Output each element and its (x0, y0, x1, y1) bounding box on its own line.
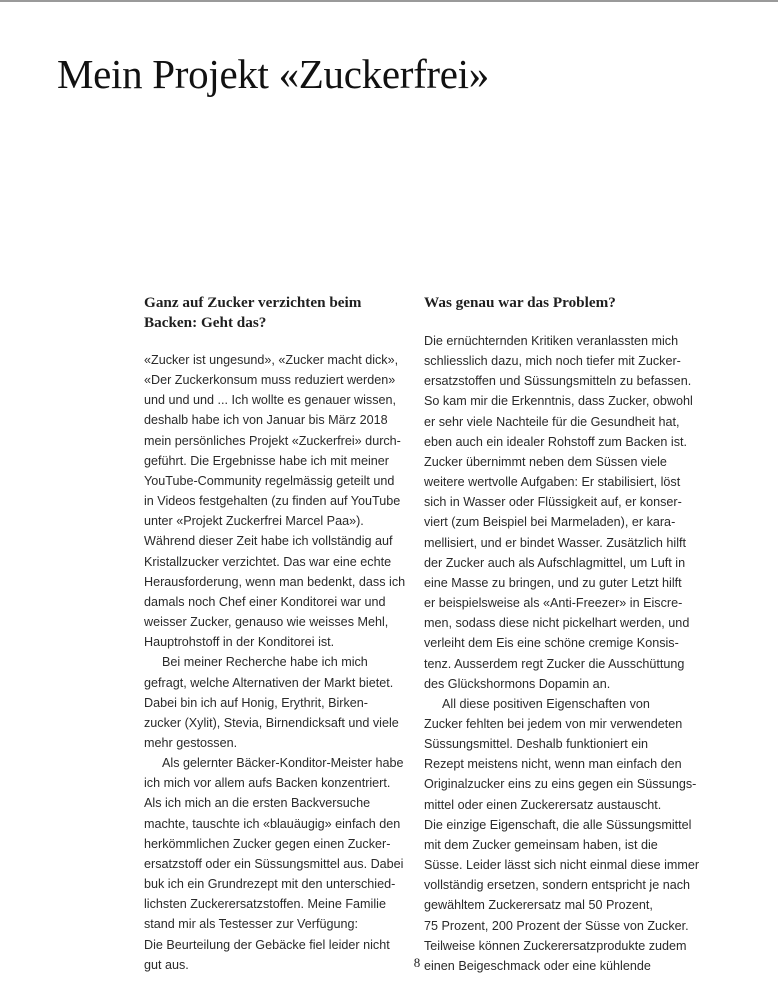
text-line: der Zucker auch als Aufschlagmittel, um Luft in (424, 555, 686, 570)
text-line: und und und ... Ich wollte es genauer wissen, (144, 393, 397, 408)
text-line: Kristallzucker verzichtet. Das war eine echte (144, 554, 392, 569)
text-line: «Der Zuckerkonsum muss reduziert werden» (144, 373, 396, 388)
text-line: herkömmlichen Zucker gegen einen Zucker- (144, 836, 391, 851)
text-line: gewähltem Zuckerersatz mal 50 Prozent, (424, 898, 653, 913)
text-line: eine Masse zu bringen, und zu guter Letzt hilft (424, 575, 682, 590)
text-line: deshalb habe ich von Januar bis März 2018 (144, 413, 388, 428)
text-line: einen Beigeschmack oder eine kühlende (424, 958, 651, 973)
text-line: sich in Wasser oder Flüssigkeit auf, er konser- (424, 495, 682, 510)
text-line: mit dem Zucker gemeinsam haben, ist die (424, 837, 658, 852)
heading-line: Was genau war das Problem? (424, 294, 616, 311)
text-line: Während dieser Zeit habe ich vollständig auf (144, 534, 393, 549)
text-line: Teilweise können Zuckerersatzprodukte zudem (424, 938, 687, 953)
text-line: buk ich ein Grundrezept mit den unterschied- (144, 877, 396, 892)
text-line: 75 Prozent, 200 Prozent der Süsse von Zucker. (424, 918, 689, 933)
text-line: viert (zum Beispiel bei Marmeladen), er kara- (424, 515, 676, 530)
text-line: Herausforderung, wenn man bedenkt, dass ich (144, 574, 406, 589)
heading-line: Ganz auf Zucker verzichten beim (144, 294, 362, 311)
text-line: mittel oder einen Zuckerersatz austauscht. (424, 797, 662, 812)
right-column-heading (424, 293, 692, 313)
text-line: gut aus. (144, 957, 189, 972)
text-line: zucker (Xylit), Stevia, Birnendicksaft und viele (144, 715, 399, 730)
text-line: ersatzstoff oder ein Süssungsmittel aus. Dabei (144, 856, 404, 871)
text-line: unter «Projekt Zuckerfrei Marcel Paa»). (144, 514, 364, 529)
text-line: Die einzige Eigenschaft, die alle Süssungsmittel (424, 817, 692, 832)
text-line: tenz. Ausserdem regt Zucker die Ausschüttung (424, 656, 685, 671)
text-line: All diese positiven Eigenschaften von (442, 696, 650, 711)
page-number: 8 (413, 955, 421, 970)
text-line: mellisiert, und er bindet Wasser. Zusätzlich hilft (424, 535, 687, 550)
right-column-body (424, 331, 700, 976)
text-line: ich mich vor allem aufs Backen konzentriert. (144, 776, 391, 791)
text-line: men, sodass diese nicht pickelhart werden, und (424, 616, 690, 631)
text-line: weisser Zucker, genauso wie weisses Mehl, (144, 615, 389, 630)
text-line: Die ernüchternden Kritiken veranlassten mich (424, 334, 679, 348)
text-line: des Glückshormons Dopamin an. (424, 676, 611, 691)
heading-line: Backen: Geht das? (144, 314, 267, 331)
text-line: lichsten Zuckerersatzstoffen. Meine Familie (144, 897, 386, 912)
text-line: «Zucker ist ungesund», «Zucker macht dick», (144, 353, 399, 367)
text-line: in Videos festgehalten (zu finden auf YouTube (144, 494, 401, 509)
left-column-heading (144, 293, 406, 333)
text-line: eben auch ein idealer Rohstoff zum Backen ist. (424, 434, 687, 449)
text-line: Süssungsmittel. Deshalb funktioniert ein (424, 737, 649, 752)
left-column-body (144, 350, 406, 975)
text-line: Süsse. Leider lässt sich nicht einmal diese immer (424, 858, 700, 873)
text-line: Bei meiner Recherche habe ich mich (162, 655, 368, 670)
text-line: Die Beurteilung der Gebäcke fiel leider nicht (144, 937, 390, 952)
text-line: weitere wertvolle Aufgaben: Er stabilisiert, löst (424, 475, 681, 490)
text-line: vollständig ersetzen, sondern entspricht je nach (424, 878, 691, 893)
text-line: schliesslich dazu, mich noch tiefer mit Zucker- (424, 354, 681, 369)
text-line: Zucker übernimmt neben dem Süssen viele (424, 454, 667, 469)
text-line: Zucker fehlten bei jedem von mir verwendeten (424, 716, 683, 731)
text-line: verleiht dem Eis eine schöne cremige Konsis- (424, 636, 679, 651)
text-line: geführt. Die Ergebnisse habe ich mit meiner (144, 453, 390, 468)
text-line: Rezept meistens nicht, wenn man einfach den (424, 757, 682, 772)
text-line: Originalzucker eins zu eins gegen ein Süssungs- (424, 777, 697, 792)
left-column (144, 290, 406, 975)
text-line: ersatzstoffen und Süssungsmitteln zu befassen. (424, 374, 692, 389)
text-line: er beispielsweise als «Anti-Freezer» in Eiscre- (424, 596, 683, 611)
text-line: mehr gestossen. (144, 735, 238, 750)
text-line: Als ich mich an die ersten Backversuche (144, 796, 371, 811)
text-line: er sehr viele Nachteile für die Gesundheit hat, (424, 414, 680, 429)
text-line: YouTube-Community regelmässig geteilt und (144, 473, 395, 488)
text-line: machte, tauschte ich «blauäugig» einfach den (144, 816, 401, 831)
text-line: Als gelernter Bäcker-Konditor-Meister habe (162, 756, 404, 771)
text-line: gefragt, welche Alternativen der Markt bietet. (144, 675, 394, 690)
top-border-rule (0, 0, 778, 2)
text-line: damals noch Chef einer Konditorei war und (144, 594, 386, 609)
text-line: Hauptrohstoff in der Konditorei ist. (144, 635, 335, 650)
text-line: So kam mir die Erkenntnis, dass Zucker, obwohl (424, 394, 693, 409)
text-line: stand mir als Testesser zur Verfügung: (144, 917, 358, 932)
text-line: Dabei bin ich auf Honig, Erythrit, Birken- (144, 695, 368, 710)
text-line: mein persönliches Projekt «Zuckerfrei» durch- (144, 433, 401, 448)
right-column (424, 290, 700, 976)
page-title: Mein Projekt «Zuckerfrei» (57, 51, 489, 97)
